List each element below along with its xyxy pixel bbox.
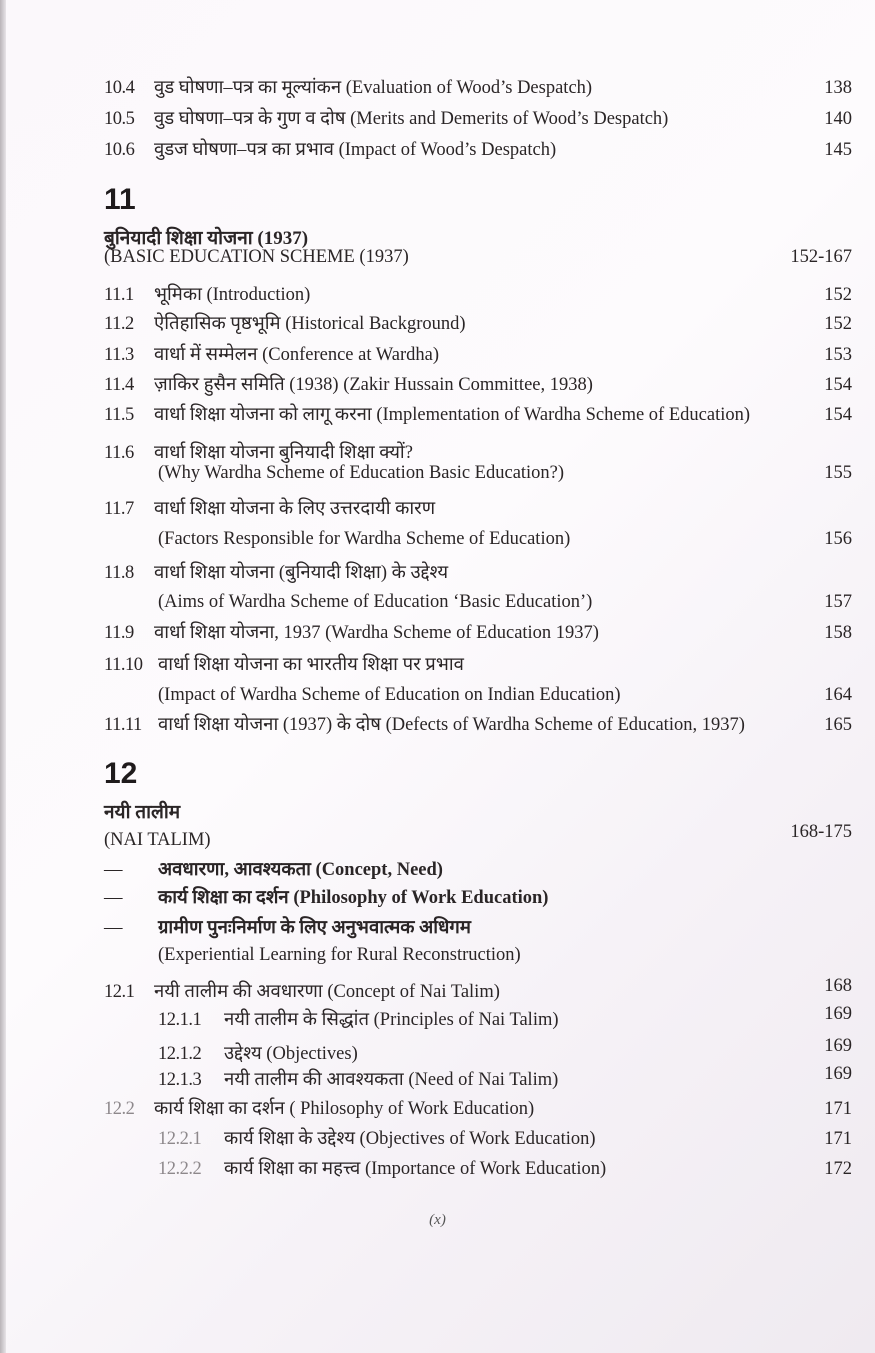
entry-number: 11.8 bbox=[104, 563, 134, 583]
entry-page: 154 bbox=[824, 375, 852, 395]
entry-page: 169 bbox=[824, 1004, 852, 1024]
entry-page: 156 bbox=[824, 529, 852, 549]
entry-page: 168 bbox=[824, 976, 852, 996]
entry-title: वार्धा शिक्षा योजना का भारतीय शिक्षा पर प्रभाव bbox=[158, 655, 464, 675]
toc-entry-11-6-continued[interactable] bbox=[158, 458, 852, 488]
entry-title: वार्धा शिक्षा योजना बुनियादी शिक्षा क्यों? bbox=[154, 443, 413, 463]
entry-title: नयी तालीम के सिद्धांत (Principles of Nai Talim) bbox=[224, 1010, 559, 1030]
entry-number: 11.9 bbox=[104, 623, 134, 643]
entry-title: वार्धा में सम्मेलन (Conference at Wardha) bbox=[154, 345, 440, 365]
entry-number: 11.7 bbox=[104, 499, 134, 519]
entry-number: 11.5 bbox=[104, 405, 134, 425]
entry-title: ऐतिहासिक पृष्ठभूमि (Historical Background) bbox=[154, 314, 466, 334]
chapter-title-english-11[interactable] bbox=[104, 247, 852, 268]
entry-number: 11.10 bbox=[104, 655, 143, 675]
toc-entry-11-9[interactable] bbox=[104, 618, 852, 648]
bullet-title-english: (Experiential Learning for Rural Reconstruction) bbox=[158, 945, 521, 965]
entry-title: वुड घोषणा–पत्र के गुण व दोष (Merits and Demerits of Wood’s Despatch) bbox=[154, 109, 669, 129]
chapter-title-hindi-11: बुनियादी शिक्षा योजना (1937) bbox=[104, 228, 309, 249]
page-folio: (x) bbox=[429, 1212, 446, 1228]
entry-page: 172 bbox=[824, 1159, 852, 1179]
entry-page: 138 bbox=[824, 78, 852, 98]
entry-number: 11.3 bbox=[104, 345, 134, 365]
toc-entry-11-3[interactable] bbox=[104, 340, 852, 370]
entry-title: नयी तालीम की अवधारणा (Concept of Nai Talim) bbox=[154, 982, 500, 1002]
entry-number: 12.1.2 bbox=[158, 1044, 202, 1064]
entry-title: वुडज घोषणा–पत्र का प्रभाव (Impact of Wood’s Despatch) bbox=[154, 140, 557, 160]
toc-bullet-concept-need[interactable] bbox=[104, 855, 852, 885]
chapter-number-12: 12 bbox=[104, 757, 138, 790]
entry-title: उद्देश्य (Objectives) bbox=[224, 1044, 358, 1064]
entry-page: 154 bbox=[824, 405, 852, 425]
entry-title-english: (Impact of Wardha Scheme of Education on Indian Education) bbox=[158, 685, 621, 705]
entry-page: 158 bbox=[824, 623, 852, 643]
entry-page: 169 bbox=[824, 1036, 852, 1056]
toc-entry-10-4[interactable] bbox=[104, 73, 852, 103]
entry-number: 12.2.1 bbox=[158, 1129, 202, 1149]
toc-bullet-experiential[interactable] bbox=[104, 913, 852, 943]
dash-marker: — bbox=[104, 918, 122, 938]
entry-title: वार्धा शिक्षा योजना को लागू करना (Implementation of Wardha Scheme of Education) bbox=[154, 405, 751, 425]
entry-page: 164 bbox=[824, 685, 852, 705]
entry-page: 145 bbox=[824, 140, 852, 160]
chapter-title-text: (BASIC EDUCATION SCHEME (1937) bbox=[104, 247, 409, 267]
toc-entry-11-5[interactable] bbox=[104, 400, 852, 430]
toc-entry-12-1-1[interactable] bbox=[158, 1005, 852, 1035]
toc-entry-11-10[interactable] bbox=[104, 650, 852, 680]
entry-title: कार्य शिक्षा का महत्त्व (Importance of Work Education) bbox=[224, 1159, 607, 1179]
entry-title: वार्धा शिक्षा योजना, 1937 (Wardha Scheme of Education 1937) bbox=[154, 623, 599, 643]
entry-title: भूमिका (Introduction) bbox=[154, 285, 311, 305]
toc-entry-11-8-continued[interactable] bbox=[158, 587, 852, 617]
entry-page: 152 bbox=[824, 285, 852, 305]
chapter-page-range: 152-167 bbox=[790, 247, 852, 267]
entry-title: वुड घोषणा–पत्र का मूल्यांकन (Evaluation of Wood’s Despatch) bbox=[154, 78, 593, 98]
toc-entry-10-6[interactable] bbox=[104, 135, 852, 165]
entry-number: 12.1.1 bbox=[158, 1010, 202, 1030]
entry-title-english: (Aims of Wardha Scheme of Education ‘Basic Education’) bbox=[158, 592, 593, 612]
chapter-title-hindi-12: नयी तालीम bbox=[104, 802, 181, 823]
entry-page: 152 bbox=[824, 314, 852, 334]
entry-number: 10.4 bbox=[104, 78, 135, 98]
toc-entry-10-5[interactable] bbox=[104, 104, 852, 134]
entry-title-english: (Why Wardha Scheme of Education Basic Education?) bbox=[158, 463, 565, 483]
toc-entry-11-10-continued[interactable] bbox=[158, 680, 852, 710]
toc-entry-12-2[interactable] bbox=[104, 1094, 852, 1124]
dash-marker: — bbox=[104, 888, 122, 908]
entry-number: 11.2 bbox=[104, 314, 134, 334]
entry-title-english: (Factors Responsible for Wardha Scheme of Education) bbox=[158, 529, 571, 549]
chapter-title-text: (NAI TALIM) bbox=[104, 830, 211, 850]
toc-entry-11-2[interactable] bbox=[104, 309, 852, 339]
toc-entry-12-1[interactable] bbox=[104, 977, 852, 1007]
entry-number: 10.5 bbox=[104, 109, 135, 129]
toc-entry-11-11[interactable] bbox=[104, 710, 852, 740]
entry-title: कार्य शिक्षा के उद्देश्य (Objectives of Work Education) bbox=[224, 1129, 596, 1149]
entry-title: वार्धा शिक्षा योजना (बुनियादी शिक्षा) के उद्देश्य bbox=[154, 563, 449, 583]
entry-page: 169 bbox=[824, 1064, 852, 1084]
entry-page: 171 bbox=[824, 1099, 852, 1119]
toc-entry-11-4[interactable] bbox=[104, 370, 852, 400]
entry-page: 165 bbox=[824, 715, 852, 735]
entry-page: 171 bbox=[824, 1129, 852, 1149]
entry-number: 10.6 bbox=[104, 140, 135, 160]
bullet-title: कार्य शिक्षा का दर्शन (Philosophy of Work Education) bbox=[158, 888, 549, 908]
entry-number: 12.1.3 bbox=[158, 1070, 202, 1090]
entry-number: 11.11 bbox=[104, 715, 142, 735]
entry-number: 12.2 bbox=[104, 1099, 135, 1119]
entry-title: कार्य शिक्षा का दर्शन ( Philosophy of Work Education) bbox=[154, 1099, 535, 1119]
entry-page: 153 bbox=[824, 345, 852, 365]
dash-marker: — bbox=[104, 860, 122, 880]
entry-title: ज़ाकिर हुसैन समिति (1938) (Zakir Hussain Committee, 1938) bbox=[154, 375, 593, 395]
toc-entry-11-7-continued[interactable] bbox=[158, 524, 852, 554]
entry-number: 11.1 bbox=[104, 285, 134, 305]
entry-page: 140 bbox=[824, 109, 852, 129]
toc-entry-11-7[interactable] bbox=[104, 494, 852, 524]
entry-page: 155 bbox=[824, 463, 852, 483]
entry-number: 12.2.2 bbox=[158, 1159, 202, 1179]
toc-entry-12-2-1[interactable] bbox=[158, 1124, 852, 1154]
entry-page: 157 bbox=[824, 592, 852, 612]
toc-entry-11-1[interactable] bbox=[104, 280, 852, 310]
toc-entry-12-1-3[interactable] bbox=[158, 1065, 852, 1095]
entry-number: 11.4 bbox=[104, 375, 134, 395]
chapter-page-range: 168-175 bbox=[790, 822, 852, 842]
bullet-title: अवधारणा, आवश्यकता (Concept, Need) bbox=[158, 860, 443, 880]
chapter-number-11: 11 bbox=[104, 183, 136, 216]
toc-entry-11-8[interactable] bbox=[104, 558, 852, 588]
toc-entry-12-2-2[interactable] bbox=[158, 1154, 852, 1184]
entry-title: नयी तालीम की आवश्यकता (Need of Nai Talim) bbox=[224, 1070, 559, 1090]
chapter-title-english-12[interactable] bbox=[104, 822, 852, 851]
toc-bullet-experiential-continued[interactable] bbox=[158, 940, 852, 970]
entry-number: 11.6 bbox=[104, 443, 134, 463]
entry-title: वार्धा शिक्षा योजना (1937) के दोष (Defects of Wardha Scheme of Education, 1937) bbox=[158, 715, 745, 735]
entry-number: 12.1 bbox=[104, 982, 135, 1002]
entry-title: वार्धा शिक्षा योजना के लिए उत्तरदायी कारण bbox=[154, 499, 436, 519]
bullet-title: ग्रामीण पुनःनिर्माण के लिए अनुभवात्मक अधिगम bbox=[158, 918, 471, 938]
toc-bullet-philosophy[interactable] bbox=[104, 883, 852, 913]
